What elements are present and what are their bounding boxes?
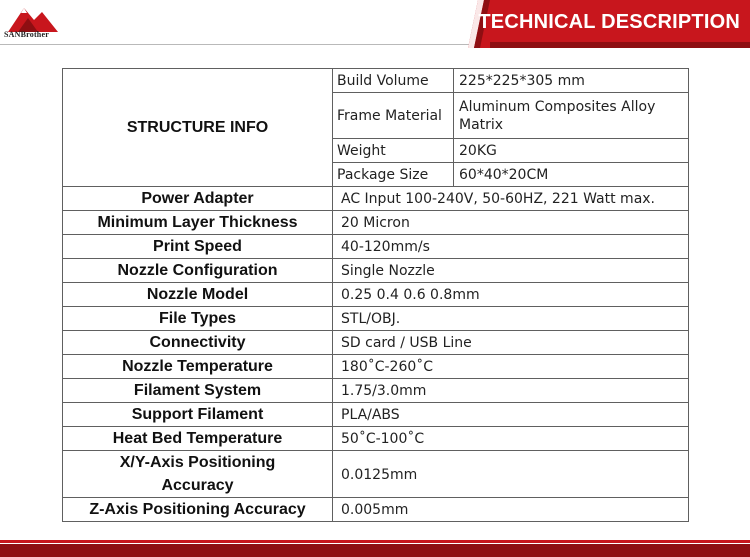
row-label: Z-Axis Positioning Accuracy	[63, 498, 333, 522]
sub-label: Package Size	[333, 163, 454, 187]
table-row	[63, 283, 689, 307]
table-row	[63, 331, 689, 355]
sub-label: Weight	[333, 139, 454, 163]
table-row	[63, 259, 689, 283]
row-label: Power Adapter	[63, 187, 333, 211]
table-row	[63, 355, 689, 379]
table-row	[63, 451, 689, 498]
header-divider	[0, 44, 478, 45]
row-value: 40-120mm/s	[333, 235, 689, 259]
row-value: Single Nozzle	[333, 259, 689, 283]
row-label: X/Y-Axis Positioning Accuracy	[63, 451, 333, 498]
row-value: 0.005mm	[333, 498, 689, 522]
footer-stripes	[0, 538, 750, 557]
title-banner	[468, 0, 750, 48]
footer-bar	[0, 538, 750, 557]
row-label: Heat Bed Temperature	[63, 427, 333, 451]
row-label: Nozzle Model	[63, 283, 333, 307]
table-row	[63, 403, 689, 427]
table-row	[63, 379, 689, 403]
row-label: Nozzle Temperature	[63, 355, 333, 379]
row-value: SD card / USB Line	[333, 331, 689, 355]
row-value: 180˚C-260˚C	[333, 355, 689, 379]
row-label: Print Speed	[63, 235, 333, 259]
row-label: Nozzle Configuration	[63, 259, 333, 283]
row-value: 1.75/3.0mm	[333, 379, 689, 403]
structure-info-label: STRUCTURE INFO	[63, 69, 333, 187]
row-label: Filament System	[63, 379, 333, 403]
row-value: 50˚C-100˚C	[333, 427, 689, 451]
row-value: 0.25 0.4 0.6 0.8mm	[333, 283, 689, 307]
brand-name: SANBrother	[4, 30, 49, 39]
table-row	[63, 307, 689, 331]
sub-value: 225*225*305 mm	[454, 69, 689, 93]
table-row	[63, 235, 689, 259]
row-value: AC Input 100-240V, 50-60HZ, 221 Watt max.	[333, 187, 689, 211]
table-row	[63, 427, 689, 451]
row-value: 0.0125mm	[333, 451, 689, 498]
sub-label: Frame Material	[333, 93, 454, 139]
sub-value: 60*40*20CM	[454, 163, 689, 187]
table-row	[63, 69, 689, 93]
row-label: Support Filament	[63, 403, 333, 427]
sub-label: Build Volume	[333, 69, 454, 93]
table-row	[63, 211, 689, 235]
table-row	[63, 187, 689, 211]
row-value: 20 Micron	[333, 211, 689, 235]
page-title: TECHNICAL DESCRIPTION	[478, 11, 740, 33]
row-label: File Types	[63, 307, 333, 331]
sub-value: Aluminum Composites Alloy Matrix	[454, 93, 689, 139]
table-row	[63, 498, 689, 522]
row-value: STL/OBJ.	[333, 307, 689, 331]
row-label: Connectivity	[63, 331, 333, 355]
row-label: Minimum Layer Thickness	[63, 211, 333, 235]
sub-value: 20KG	[454, 139, 689, 163]
spec-table	[62, 68, 689, 522]
row-value: PLA/ABS	[333, 403, 689, 427]
